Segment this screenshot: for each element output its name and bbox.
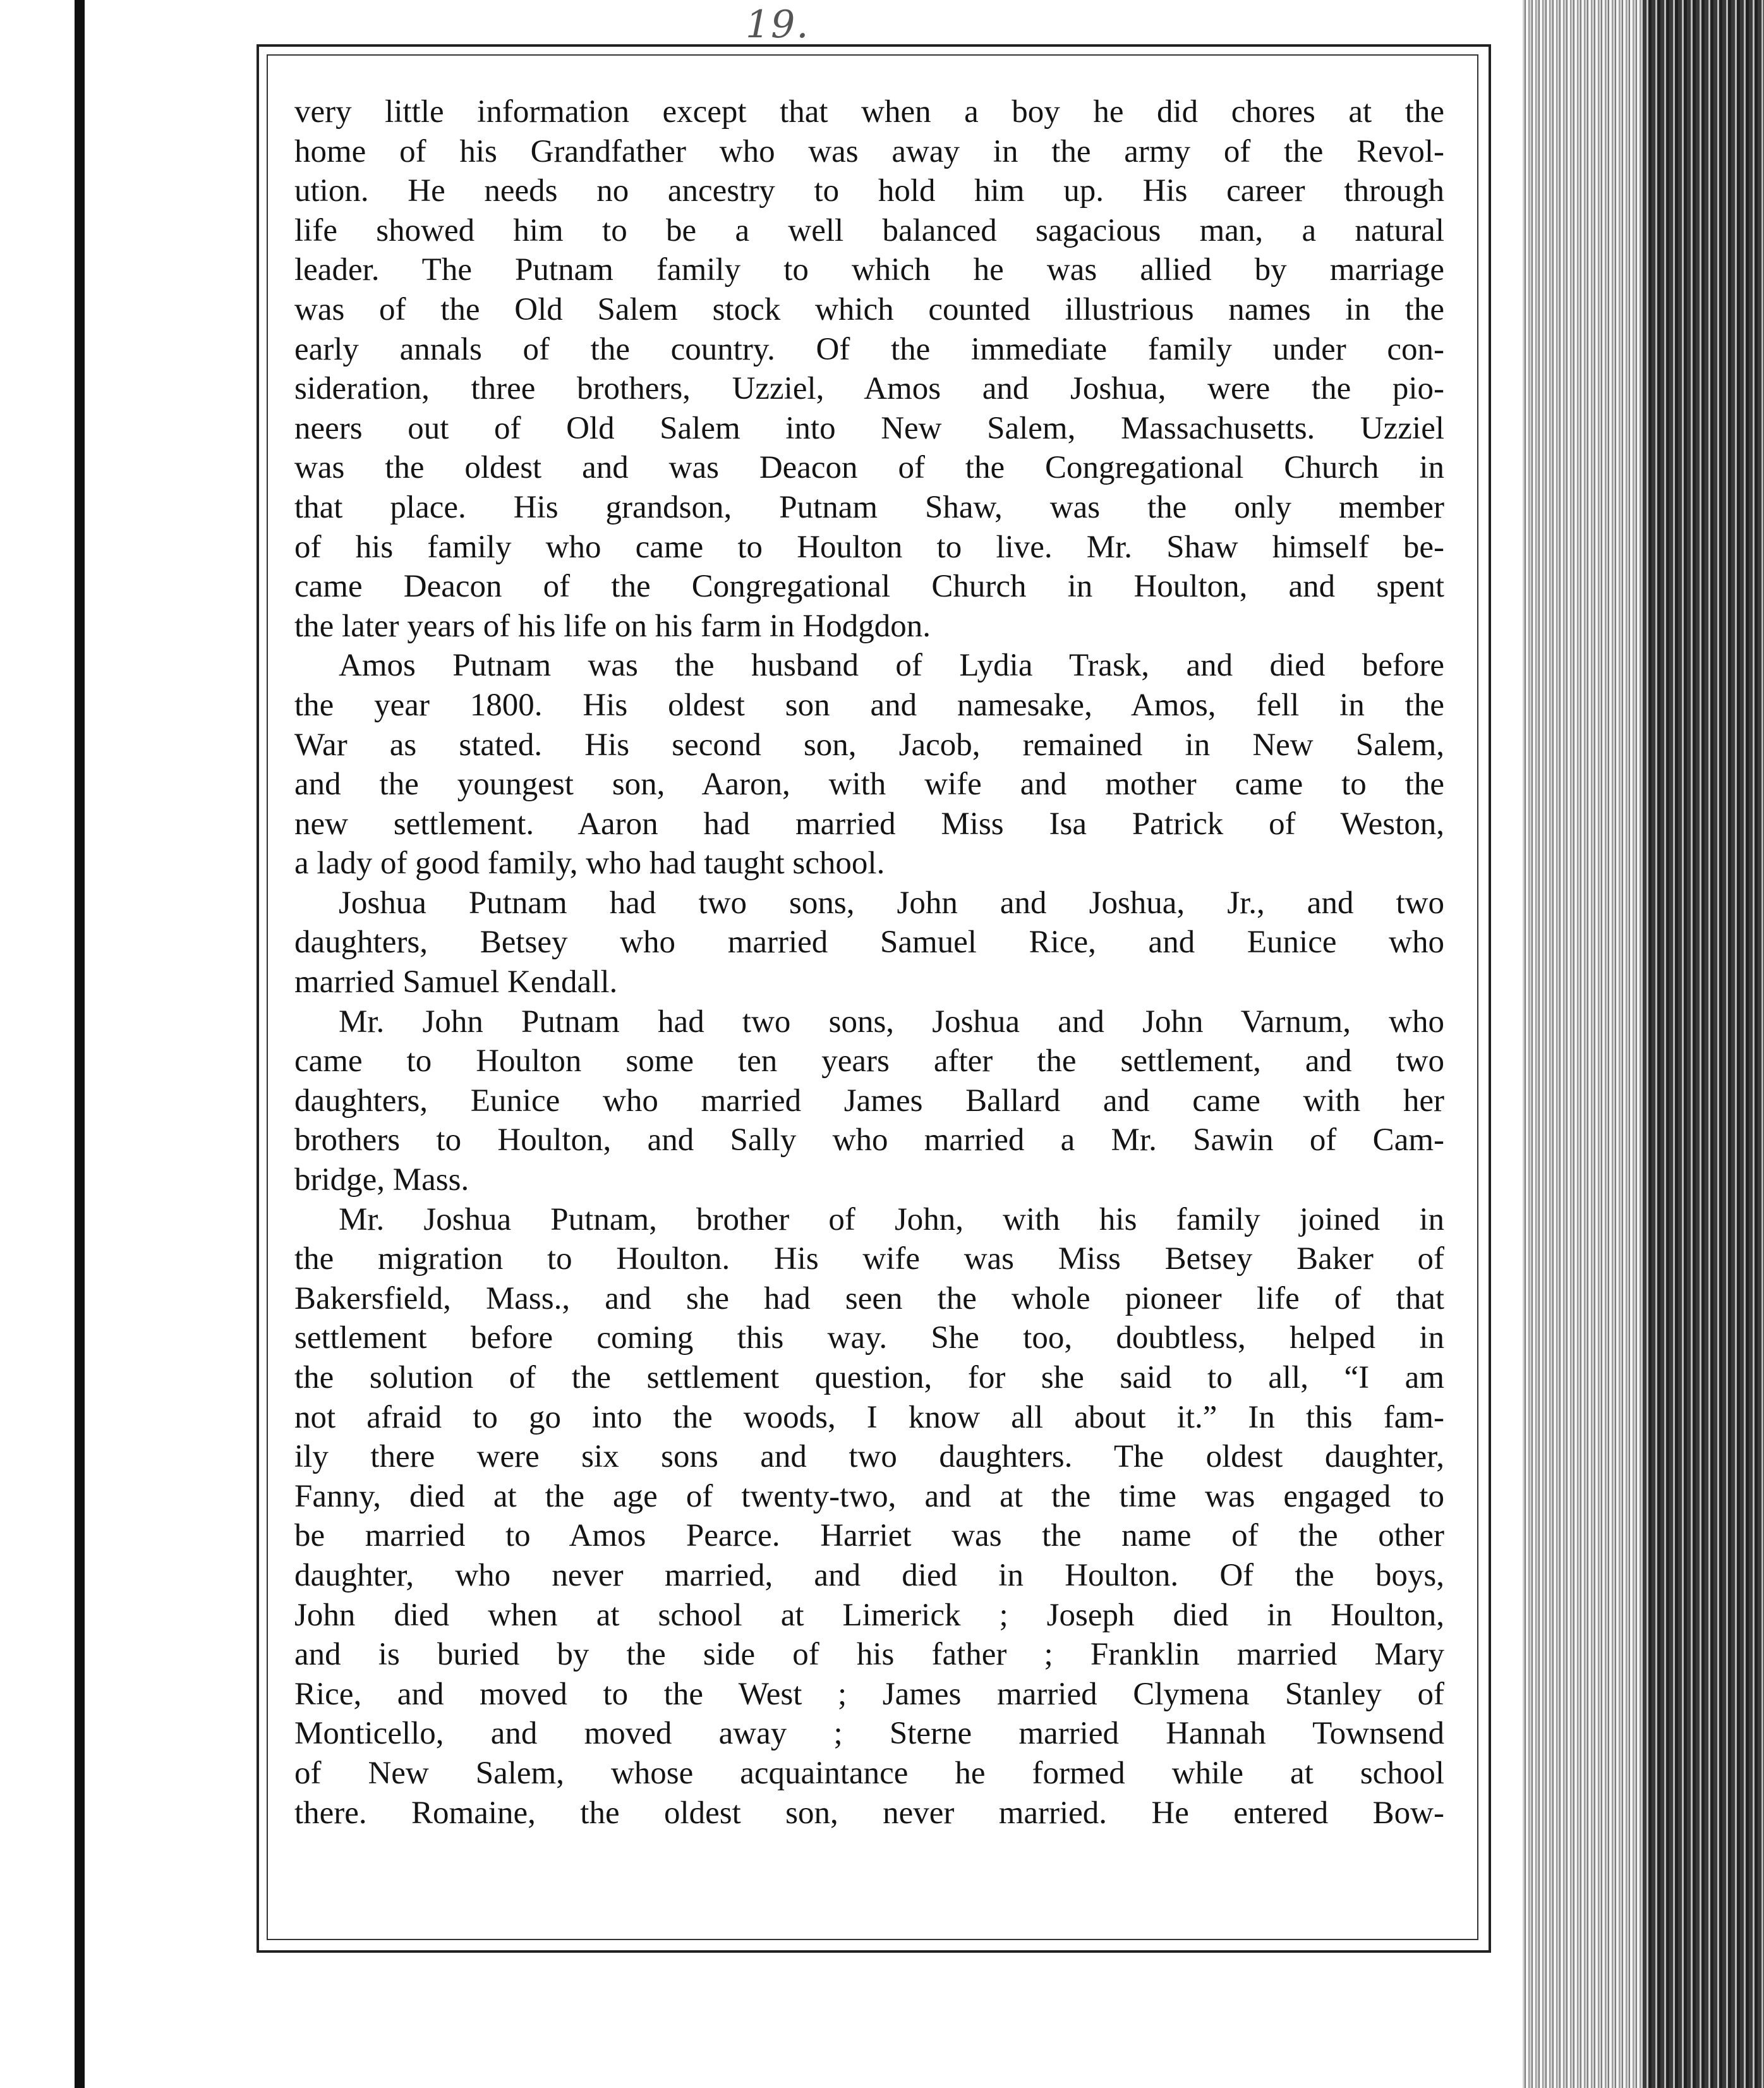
text-line: a lady of good family, who had taught school. [294, 846, 885, 882]
text-line: ution. He needs no ancestry to hold him up. His career through [294, 173, 1444, 209]
text-line: Mr. John Putnam had two sons, Joshua and John Varnum, who [339, 1004, 1444, 1040]
text-line: the later years of his life on his farm in Hodgdon. [294, 608, 931, 644]
text-line: bridge, Mass. [294, 1162, 469, 1198]
text-line: Monticello, and moved away ; Sterne married Hannah Townsend [294, 1716, 1444, 1752]
text-line: and the youngest son, Aaron, with wife and mother came to the [294, 767, 1444, 803]
text-line: brothers to Houlton, and Sally who married a Mr. Sawin of Cam- [294, 1122, 1444, 1158]
book-spine-shadow [1643, 0, 1764, 2088]
text-line: of New Salem, whose acquaintance he formed while at school [294, 1755, 1444, 1791]
text-line: Fanny, died at the age of twenty-two, and at the time was engaged to [294, 1478, 1444, 1514]
text-line: there. Romaine, the oldest son, never married. He entered Bow- [294, 1795, 1444, 1831]
text-line: the migration to Houlton. His wife was Miss Betsey Baker of [294, 1241, 1444, 1277]
text-line: Joshua Putnam had two sons, John and Joshua, Jr., and two [339, 885, 1444, 921]
text-line: War as stated. His second son, Jacob, remained in New Salem, [294, 727, 1444, 763]
text-line: new settlement. Aaron had married Miss Isa Patrick of Weston, [294, 806, 1444, 842]
text-line: home of his Grandfather who was away in the army of the Revol- [294, 133, 1444, 169]
text-line: settlement before coming this way. She too, doubtless, helped in [294, 1320, 1444, 1356]
text-line: came to Houlton some ten years after the settlement, and two [294, 1043, 1444, 1079]
text-line: was the oldest and was Deacon of the Congregational Church in [294, 450, 1444, 486]
text-line: Amos Putnam was the husband of Lydia Trask, and died before [339, 648, 1444, 684]
text-line: not afraid to go into the woods, I know all about it.” In this fam- [294, 1399, 1444, 1435]
text-line: daughters, Betsey who married Samuel Rice, and Eunice who [294, 925, 1444, 961]
text-line: daughter, who never married, and died in Houlton. Of the boys, [294, 1557, 1444, 1593]
text-line: the solution of the settlement question, for she said to all, “I am [294, 1360, 1444, 1395]
text-line: very little information except that when a boy he did chores at the [294, 94, 1444, 130]
text-line: Mr. Joshua Putnam, brother of John, with his family joined in [339, 1201, 1444, 1237]
text-line: of his family who came to Houlton to live. Mr. Shaw himself be- [294, 529, 1444, 565]
text-line: neers out of Old Salem into New Salem, Massachusetts. Uzziel [294, 410, 1444, 446]
page-number: 19. [746, 3, 810, 47]
text-line: John died when at school at Limerick ; Joseph died in Houlton, [294, 1597, 1444, 1633]
text-line: ily there were six sons and two daughters. The oldest daughter, [294, 1439, 1444, 1475]
scan-edge-left [75, 0, 85, 2088]
text-line: Rice, and moved to the West ; James married Clymena Stanley of [294, 1676, 1444, 1712]
text-line: came Deacon of the Congregational Church in Houlton, and spent [294, 569, 1444, 605]
text-line: the year 1800. His oldest son and namesake, Amos, fell in the [294, 687, 1444, 723]
text-line: was of the Old Salem stock which counted illustrious names in the [294, 291, 1444, 327]
text-line: married Samuel Kendall. [294, 964, 618, 1000]
body-text [294, 92, 1444, 1833]
text-line: early annals of the country. Of the immediate family under con- [294, 331, 1444, 367]
text-line: be married to Amos Pearce. Harriet was the name of the other [294, 1518, 1444, 1554]
text-line: Bakersfield, Mass., and she had seen the whole pioneer life of that [294, 1280, 1444, 1316]
text-line: life showed him to be a well balanced sagacious man, a natural [294, 212, 1444, 248]
text-line: leader. The Putnam family to which he was allied by marriage [294, 252, 1444, 288]
text-line: and is buried by the side of his father ; Franklin married Mary [294, 1637, 1444, 1673]
text-line: sideration, three brothers, Uzziel, Amos and Joshua, were the pio- [294, 371, 1444, 407]
text-line: daughters, Eunice who married James Ballard and came with her [294, 1083, 1444, 1119]
text-line: that place. His grandson, Putnam Shaw, was the only member [294, 489, 1444, 525]
